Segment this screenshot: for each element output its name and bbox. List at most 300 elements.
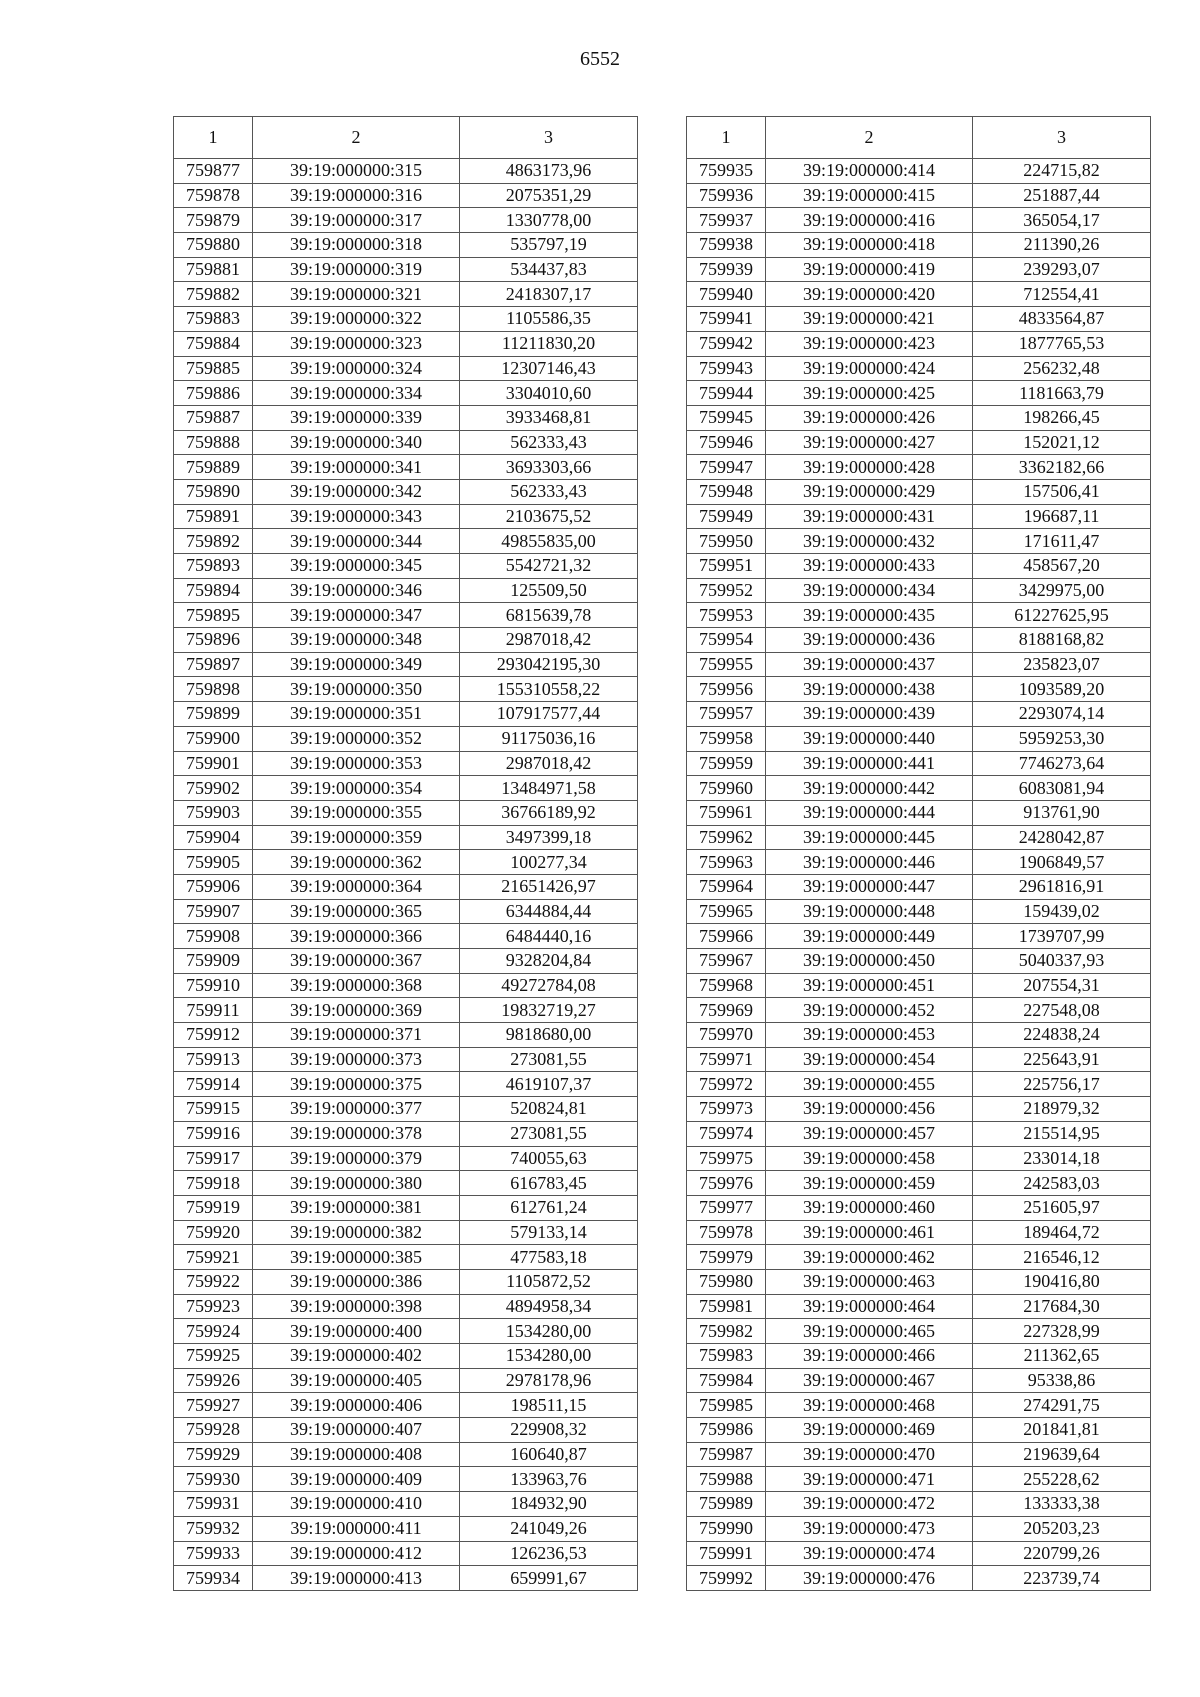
row-number-cell: 759976	[687, 1171, 766, 1196]
value-cell: 535797,19	[460, 233, 638, 258]
table-row	[174, 405, 638, 430]
value-cell: 133333,38	[973, 1492, 1151, 1517]
table-row	[687, 874, 1151, 899]
value-cell: 1105586,35	[460, 307, 638, 332]
row-number-cell: 759953	[687, 603, 766, 628]
value-cell: 225643,91	[973, 1047, 1151, 1072]
row-number-cell: 759933	[174, 1541, 253, 1566]
value-cell: 19832719,27	[460, 998, 638, 1023]
table-row	[174, 899, 638, 924]
cadastral-number-cell: 39:19:000000:321	[253, 282, 460, 307]
table-row	[174, 1146, 638, 1171]
table-row	[687, 652, 1151, 677]
value-cell: 2987018,42	[460, 628, 638, 653]
value-cell: 107917577,44	[460, 702, 638, 727]
table-row	[174, 1171, 638, 1196]
row-number-cell: 759946	[687, 430, 766, 455]
cadastral-number-cell: 39:19:000000:373	[253, 1047, 460, 1072]
row-number-cell: 759921	[174, 1245, 253, 1270]
value-cell: 2418307,17	[460, 282, 638, 307]
row-number-cell: 759913	[174, 1047, 253, 1072]
value-cell: 155310558,22	[460, 677, 638, 702]
cadastral-number-cell: 39:19:000000:367	[253, 949, 460, 974]
table-row	[687, 1294, 1151, 1319]
table-row	[174, 430, 638, 455]
row-number-cell: 759957	[687, 702, 766, 727]
table-row	[174, 479, 638, 504]
row-number-cell: 759960	[687, 776, 766, 801]
cadastral-number-cell: 39:19:000000:427	[766, 430, 973, 455]
cadastral-number-cell: 39:19:000000:437	[766, 652, 973, 677]
table-row	[174, 800, 638, 825]
row-number-cell: 759894	[174, 578, 253, 603]
value-cell: 3933468,81	[460, 405, 638, 430]
cadastral-number-cell: 39:19:000000:418	[766, 233, 973, 258]
table-row	[687, 1121, 1151, 1146]
value-cell: 190416,80	[973, 1269, 1151, 1294]
cadastral-number-cell: 39:19:000000:420	[766, 282, 973, 307]
table-row	[687, 282, 1151, 307]
row-number-cell: 759928	[174, 1418, 253, 1443]
value-cell: 5542721,32	[460, 554, 638, 579]
row-number-cell: 759935	[687, 159, 766, 184]
row-number-cell: 759965	[687, 899, 766, 924]
row-number-cell: 759934	[174, 1566, 253, 1591]
cadastral-number-cell: 39:19:000000:334	[253, 381, 460, 406]
value-cell: 6083081,94	[973, 776, 1151, 801]
value-cell: 49272784,08	[460, 973, 638, 998]
table-row	[687, 924, 1151, 949]
cadastral-number-cell: 39:19:000000:472	[766, 1492, 973, 1517]
table-row	[687, 1245, 1151, 1270]
table-row	[174, 726, 638, 751]
cadastral-number-cell: 39:19:000000:414	[766, 159, 973, 184]
table-row	[174, 998, 638, 1023]
row-number-cell: 759979	[687, 1245, 766, 1270]
cadastral-number-cell: 39:19:000000:378	[253, 1121, 460, 1146]
table-row	[174, 554, 638, 579]
cadastral-number-cell: 39:19:000000:380	[253, 1171, 460, 1196]
data-table-right	[686, 116, 1151, 1591]
row-number-cell: 759964	[687, 874, 766, 899]
table-row	[174, 1269, 638, 1294]
row-number-cell: 759947	[687, 455, 766, 480]
cadastral-number-cell: 39:19:000000:431	[766, 504, 973, 529]
cadastral-number-cell: 39:19:000000:463	[766, 1269, 973, 1294]
table-row	[174, 874, 638, 899]
row-number-cell: 759950	[687, 529, 766, 554]
value-cell: 211362,65	[973, 1344, 1151, 1369]
cadastral-number-cell: 39:19:000000:319	[253, 257, 460, 282]
value-cell: 215514,95	[973, 1121, 1151, 1146]
row-number-cell: 759955	[687, 652, 766, 677]
table-row	[687, 776, 1151, 801]
row-number-cell: 759922	[174, 1269, 253, 1294]
cadastral-number-cell: 39:19:000000:354	[253, 776, 460, 801]
cadastral-number-cell: 39:19:000000:400	[253, 1319, 460, 1344]
table-row	[687, 1269, 1151, 1294]
value-cell: 1181663,79	[973, 381, 1151, 406]
value-cell: 3693303,66	[460, 455, 638, 480]
table-row	[687, 1492, 1151, 1517]
value-cell: 3429975,00	[973, 578, 1151, 603]
cadastral-number-cell: 39:19:000000:410	[253, 1492, 460, 1517]
row-number-cell: 759892	[174, 529, 253, 554]
row-number-cell: 759974	[687, 1121, 766, 1146]
cadastral-number-cell: 39:19:000000:349	[253, 652, 460, 677]
table-header-row	[174, 117, 638, 159]
value-cell: 220799,26	[973, 1541, 1151, 1566]
value-cell: 9818680,00	[460, 1023, 638, 1048]
cadastral-number-cell: 39:19:000000:377	[253, 1097, 460, 1122]
column-header-3: 3	[973, 117, 1151, 159]
value-cell: 241049,26	[460, 1516, 638, 1541]
cadastral-number-cell: 39:19:000000:428	[766, 455, 973, 480]
row-number-cell: 759879	[174, 208, 253, 233]
table-row	[687, 949, 1151, 974]
row-number-cell: 759886	[174, 381, 253, 406]
value-cell: 1330778,00	[460, 208, 638, 233]
table-row	[687, 455, 1151, 480]
value-cell: 3497399,18	[460, 825, 638, 850]
table-row	[687, 1467, 1151, 1492]
cadastral-number-cell: 39:19:000000:450	[766, 949, 973, 974]
row-number-cell: 759991	[687, 1541, 766, 1566]
value-cell: 224838,24	[973, 1023, 1151, 1048]
row-number-cell: 759889	[174, 455, 253, 480]
cadastral-number-cell: 39:19:000000:447	[766, 874, 973, 899]
value-cell: 100277,34	[460, 850, 638, 875]
value-cell: 219639,64	[973, 1442, 1151, 1467]
cadastral-number-cell: 39:19:000000:452	[766, 998, 973, 1023]
row-number-cell: 759885	[174, 356, 253, 381]
cadastral-number-cell: 39:19:000000:351	[253, 702, 460, 727]
row-number-cell: 759877	[174, 159, 253, 184]
cadastral-number-cell: 39:19:000000:459	[766, 1171, 973, 1196]
value-cell: 171611,47	[973, 529, 1151, 554]
table-row	[174, 1467, 638, 1492]
value-cell: 3304010,60	[460, 381, 638, 406]
row-number-cell: 759926	[174, 1368, 253, 1393]
table-row	[687, 1072, 1151, 1097]
row-number-cell: 759963	[687, 850, 766, 875]
value-cell: 229908,32	[460, 1418, 638, 1443]
value-cell: 159439,02	[973, 899, 1151, 924]
cadastral-number-cell: 39:19:000000:368	[253, 973, 460, 998]
cadastral-number-cell: 39:19:000000:421	[766, 307, 973, 332]
row-number-cell: 759882	[174, 282, 253, 307]
value-cell: 6484440,16	[460, 924, 638, 949]
table-row	[174, 1492, 638, 1517]
cadastral-number-cell: 39:19:000000:346	[253, 578, 460, 603]
table-row	[174, 1072, 638, 1097]
row-number-cell: 759918	[174, 1171, 253, 1196]
value-cell: 11211830,20	[460, 331, 638, 356]
cadastral-number-cell: 39:19:000000:416	[766, 208, 973, 233]
cadastral-number-cell: 39:19:000000:445	[766, 825, 973, 850]
value-cell: 616783,45	[460, 1171, 638, 1196]
row-number-cell: 759924	[174, 1319, 253, 1344]
row-number-cell: 759987	[687, 1442, 766, 1467]
table-row	[174, 1195, 638, 1220]
cadastral-number-cell: 39:19:000000:405	[253, 1368, 460, 1393]
row-number-cell: 759975	[687, 1146, 766, 1171]
table-row	[174, 578, 638, 603]
row-number-cell: 759942	[687, 331, 766, 356]
cadastral-number-cell: 39:19:000000:439	[766, 702, 973, 727]
value-cell: 189464,72	[973, 1220, 1151, 1245]
value-cell: 224715,82	[973, 159, 1151, 184]
cadastral-number-cell: 39:19:000000:441	[766, 751, 973, 776]
cadastral-number-cell: 39:19:000000:449	[766, 924, 973, 949]
table-row	[174, 850, 638, 875]
row-number-cell: 759936	[687, 183, 766, 208]
row-number-cell: 759939	[687, 257, 766, 282]
table-row	[687, 381, 1151, 406]
table-row	[687, 850, 1151, 875]
row-number-cell: 759984	[687, 1368, 766, 1393]
row-number-cell: 759899	[174, 702, 253, 727]
table-row	[174, 356, 638, 381]
table-row	[687, 1344, 1151, 1369]
value-cell: 160640,87	[460, 1442, 638, 1467]
value-cell: 205203,23	[973, 1516, 1151, 1541]
value-cell: 1093589,20	[973, 677, 1151, 702]
value-cell: 223739,74	[973, 1566, 1151, 1591]
value-cell: 61227625,95	[973, 603, 1151, 628]
value-cell: 133963,76	[460, 1467, 638, 1492]
cadastral-number-cell: 39:19:000000:412	[253, 1541, 460, 1566]
row-number-cell: 759943	[687, 356, 766, 381]
row-number-cell: 759905	[174, 850, 253, 875]
cadastral-number-cell: 39:19:000000:355	[253, 800, 460, 825]
value-cell: 1906849,57	[973, 850, 1151, 875]
row-number-cell: 759893	[174, 554, 253, 579]
value-cell: 740055,63	[460, 1146, 638, 1171]
value-cell: 1105872,52	[460, 1269, 638, 1294]
cadastral-number-cell: 39:19:000000:350	[253, 677, 460, 702]
table-row	[174, 949, 638, 974]
table-row	[174, 652, 638, 677]
row-number-cell: 759985	[687, 1393, 766, 1418]
cadastral-number-cell: 39:19:000000:365	[253, 899, 460, 924]
cadastral-number-cell: 39:19:000000:379	[253, 1146, 460, 1171]
cadastral-number-cell: 39:19:000000:442	[766, 776, 973, 801]
cadastral-number-cell: 39:19:000000:398	[253, 1294, 460, 1319]
cadastral-number-cell: 39:19:000000:468	[766, 1393, 973, 1418]
value-cell: 239293,07	[973, 257, 1151, 282]
table-row	[687, 628, 1151, 653]
table-row	[174, 628, 638, 653]
row-number-cell: 759883	[174, 307, 253, 332]
cadastral-number-cell: 39:19:000000:476	[766, 1566, 973, 1591]
value-cell: 3362182,66	[973, 455, 1151, 480]
cadastral-number-cell: 39:19:000000:465	[766, 1319, 973, 1344]
value-cell: 2293074,14	[973, 702, 1151, 727]
table-row	[174, 183, 638, 208]
table-row	[174, 208, 638, 233]
row-number-cell: 759890	[174, 479, 253, 504]
table-row	[174, 924, 638, 949]
value-cell: 2075351,29	[460, 183, 638, 208]
cadastral-number-cell: 39:19:000000:344	[253, 529, 460, 554]
table-row	[687, 825, 1151, 850]
row-number-cell: 759897	[174, 652, 253, 677]
cadastral-number-cell: 39:19:000000:436	[766, 628, 973, 653]
row-number-cell: 759952	[687, 578, 766, 603]
value-cell: 251887,44	[973, 183, 1151, 208]
value-cell: 8188168,82	[973, 628, 1151, 653]
value-cell: 256232,48	[973, 356, 1151, 381]
value-cell: 6344884,44	[460, 899, 638, 924]
value-cell: 211390,26	[973, 233, 1151, 258]
cadastral-number-cell: 39:19:000000:461	[766, 1220, 973, 1245]
value-cell: 913761,90	[973, 800, 1151, 825]
cadastral-number-cell: 39:19:000000:402	[253, 1344, 460, 1369]
table-header-row	[687, 117, 1151, 159]
value-cell: 7746273,64	[973, 751, 1151, 776]
table-row	[687, 430, 1151, 455]
table-row	[174, 776, 638, 801]
row-number-cell: 759888	[174, 430, 253, 455]
cadastral-number-cell: 39:19:000000:340	[253, 430, 460, 455]
table-row	[687, 1220, 1151, 1245]
row-number-cell: 759904	[174, 825, 253, 850]
cadastral-number-cell: 39:19:000000:362	[253, 850, 460, 875]
column-header-2: 2	[253, 117, 460, 159]
cadastral-number-cell: 39:19:000000:466	[766, 1344, 973, 1369]
row-number-cell: 759973	[687, 1097, 766, 1122]
value-cell: 1534280,00	[460, 1344, 638, 1369]
cadastral-number-cell: 39:19:000000:415	[766, 183, 973, 208]
row-number-cell: 759909	[174, 949, 253, 974]
value-cell: 4833564,87	[973, 307, 1151, 332]
value-cell: 562333,43	[460, 430, 638, 455]
cadastral-number-cell: 39:19:000000:345	[253, 554, 460, 579]
row-number-cell: 759908	[174, 924, 253, 949]
value-cell: 520824,81	[460, 1097, 638, 1122]
table-row	[687, 899, 1151, 924]
table-row	[174, 677, 638, 702]
cadastral-number-cell: 39:19:000000:460	[766, 1195, 973, 1220]
row-number-cell: 759990	[687, 1516, 766, 1541]
row-number-cell: 759891	[174, 504, 253, 529]
value-cell: 95338,86	[973, 1368, 1151, 1393]
value-cell: 5959253,30	[973, 726, 1151, 751]
value-cell: 1534280,00	[460, 1319, 638, 1344]
row-number-cell: 759978	[687, 1220, 766, 1245]
table-row	[174, 331, 638, 356]
row-number-cell: 759878	[174, 183, 253, 208]
row-number-cell: 759981	[687, 1294, 766, 1319]
cadastral-number-cell: 39:19:000000:407	[253, 1418, 460, 1443]
row-number-cell: 759903	[174, 800, 253, 825]
row-number-cell: 759923	[174, 1294, 253, 1319]
table-row	[687, 1418, 1151, 1443]
value-cell: 273081,55	[460, 1121, 638, 1146]
cadastral-number-cell: 39:19:000000:467	[766, 1368, 973, 1393]
table-row	[687, 331, 1151, 356]
row-number-cell: 759907	[174, 899, 253, 924]
value-cell: 9328204,84	[460, 949, 638, 974]
cadastral-number-cell: 39:19:000000:359	[253, 825, 460, 850]
row-number-cell: 759940	[687, 282, 766, 307]
row-number-cell: 759954	[687, 628, 766, 653]
row-number-cell: 759944	[687, 381, 766, 406]
column-header-1: 1	[174, 117, 253, 159]
row-number-cell: 759901	[174, 751, 253, 776]
value-cell: 218979,32	[973, 1097, 1151, 1122]
cadastral-number-cell: 39:19:000000:451	[766, 973, 973, 998]
table-row	[174, 1418, 638, 1443]
row-number-cell: 759989	[687, 1492, 766, 1517]
table-row	[687, 554, 1151, 579]
cadastral-number-cell: 39:19:000000:385	[253, 1245, 460, 1270]
table-row	[174, 1319, 638, 1344]
table-row	[174, 603, 638, 628]
table-row	[174, 1393, 638, 1418]
table-row	[687, 1195, 1151, 1220]
row-number-cell: 759958	[687, 726, 766, 751]
table-row	[174, 1097, 638, 1122]
row-number-cell: 759895	[174, 603, 253, 628]
table-row	[174, 1294, 638, 1319]
value-cell: 477583,18	[460, 1245, 638, 1270]
value-cell: 201841,81	[973, 1418, 1151, 1443]
row-number-cell: 759898	[174, 677, 253, 702]
value-cell: 157506,41	[973, 479, 1151, 504]
row-number-cell: 759900	[174, 726, 253, 751]
value-cell: 217684,30	[973, 1294, 1151, 1319]
table-row	[687, 208, 1151, 233]
row-number-cell: 759887	[174, 405, 253, 430]
cadastral-number-cell: 39:19:000000:471	[766, 1467, 973, 1492]
value-cell: 458567,20	[973, 554, 1151, 579]
table-row	[174, 1344, 638, 1369]
row-number-cell: 759968	[687, 973, 766, 998]
row-number-cell: 759930	[174, 1467, 253, 1492]
table-row	[687, 257, 1151, 282]
cadastral-number-cell: 39:19:000000:381	[253, 1195, 460, 1220]
row-number-cell: 759931	[174, 1492, 253, 1517]
value-cell: 6815639,78	[460, 603, 638, 628]
cadastral-number-cell: 39:19:000000:413	[253, 1566, 460, 1591]
value-cell: 1739707,99	[973, 924, 1151, 949]
row-number-cell: 759925	[174, 1344, 253, 1369]
table-row	[687, 1541, 1151, 1566]
table-row	[174, 1047, 638, 1072]
cadastral-number-cell: 39:19:000000:342	[253, 479, 460, 504]
row-number-cell: 759932	[174, 1516, 253, 1541]
row-number-cell: 759972	[687, 1072, 766, 1097]
value-cell: 13484971,58	[460, 776, 638, 801]
row-number-cell: 759956	[687, 677, 766, 702]
cadastral-number-cell: 39:19:000000:322	[253, 307, 460, 332]
table-row	[687, 1047, 1151, 1072]
value-cell: 1877765,53	[973, 331, 1151, 356]
row-number-cell: 759896	[174, 628, 253, 653]
table-row	[687, 1171, 1151, 1196]
value-cell: 21651426,97	[460, 874, 638, 899]
table-row	[687, 998, 1151, 1023]
value-cell: 184932,90	[460, 1492, 638, 1517]
table-row	[687, 504, 1151, 529]
table-row	[687, 677, 1151, 702]
row-number-cell: 759949	[687, 504, 766, 529]
table-row	[687, 479, 1151, 504]
row-number-cell: 759880	[174, 233, 253, 258]
row-number-cell: 759920	[174, 1220, 253, 1245]
